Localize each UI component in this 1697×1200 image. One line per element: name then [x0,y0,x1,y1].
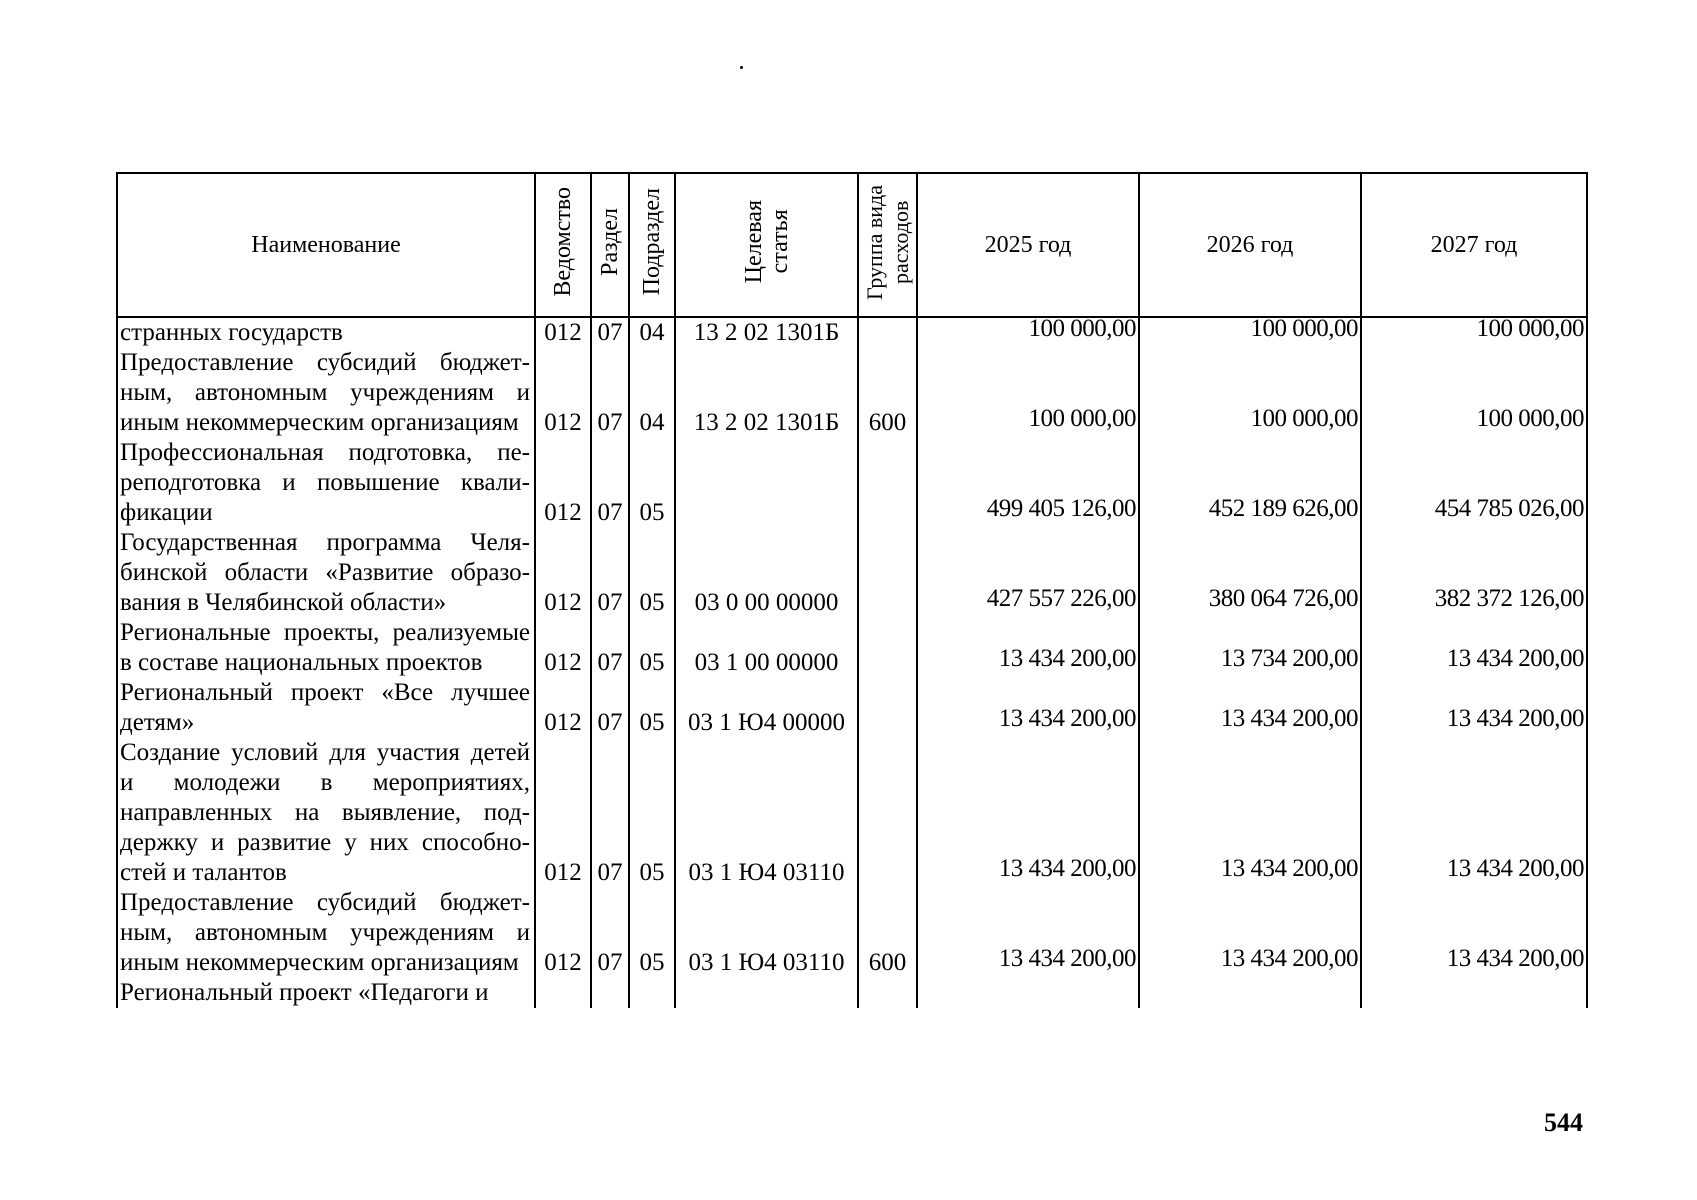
row-celevaya-statya: 13 2 02 1301Б [675,348,858,438]
table-row [117,738,1587,888]
table-row [117,438,1587,528]
row-razdel: 07 [591,528,629,618]
row-celevaya-statya: 13 2 02 1301Б [675,317,858,348]
row-name: Создание условий для участия детей и молодежи в мероприятиях, направленных на выявление, поддержку и развитие у них способностей и талантов [117,738,535,888]
table-row [117,678,1587,738]
row-2026: 100 000,00 [1139,317,1361,348]
row-2026: 13 434 200,00 [1139,888,1361,978]
row-razdel: 07 [591,348,629,438]
row-2025: 100 000,00 [917,348,1139,438]
header-razdel: Раздел [591,173,629,317]
header-name: Наименование [117,173,535,317]
header-2025: 2025 год [917,173,1139,317]
row-name: Предоставление субсидий бюджетным, автономным учреждениям и иным некоммерческим организациям [117,348,535,438]
row-vedomstvo: 012 [535,738,591,888]
row-2027: 13 434 200,00 [1361,888,1587,978]
row-gruppa [858,317,917,348]
row-name: Государственная программа Челябинской области «Развитие образования в Челябинской области» [117,528,535,618]
table-row [117,618,1587,678]
row-2026: 13 434 200,00 [1139,678,1361,738]
table-row [117,317,1587,348]
row-celevaya-statya: 03 1 00 00000 [675,618,858,678]
header-gruppa-vida-rashodov: Группа вида расходов [858,173,917,317]
row-vedomstvo: 012 [535,348,591,438]
row-podrazdel [629,978,675,1008]
row-2026 [1139,978,1361,1008]
row-name: странных государств [117,317,535,348]
row-2026: 13 434 200,00 [1139,738,1361,888]
row-podrazdel: 05 [629,738,675,888]
row-podrazdel: 05 [629,528,675,618]
row-razdel: 07 [591,317,629,348]
row-2025: 13 434 200,00 [917,678,1139,738]
row-2027: 100 000,00 [1361,348,1587,438]
row-2026: 452 189 626,00 [1139,438,1361,528]
row-gruppa: 600 [858,888,917,978]
row-vedomstvo: 012 [535,618,591,678]
row-2025: 13 434 200,00 [917,888,1139,978]
row-celevaya-statya: 03 1 Ю4 03110 [675,888,858,978]
row-celevaya-statya [675,438,858,528]
row-razdel: 07 [591,438,629,528]
row-2027: 13 434 200,00 [1361,738,1587,888]
row-razdel: 07 [591,888,629,978]
row-gruppa [858,678,917,738]
row-2025: 13 434 200,00 [917,618,1139,678]
row-gruppa [858,738,917,888]
row-name: Профессиональная подготовка, переподготовка и повышение квалификации [117,438,535,528]
page-number: 544 [1544,1108,1583,1137]
row-gruppa [858,978,917,1008]
scan-speck [740,66,743,69]
row-celevaya-statya: 03 1 Ю4 03110 [675,738,858,888]
row-gruppa [858,618,917,678]
row-razdel [591,978,629,1008]
row-razdel: 07 [591,618,629,678]
row-podrazdel: 05 [629,618,675,678]
row-2026: 13 734 200,00 [1139,618,1361,678]
row-vedomstvo: 012 [535,678,591,738]
budget-table [116,172,1588,1008]
row-podrazdel: 05 [629,438,675,528]
row-vedomstvo: 012 [535,317,591,348]
row-vedomstvo [535,978,591,1008]
row-gruppa [858,438,917,528]
row-2025: 499 405 126,00 [917,438,1139,528]
header-vedomstvo: Ведомство [535,173,591,317]
row-name: Региональный проект «Педагоги и [117,978,535,1008]
row-2027: 100 000,00 [1361,317,1587,348]
row-podrazdel: 04 [629,317,675,348]
row-name: Предоставление субсидий бюджетным, автономным учреждениям и иным некоммерческим организациям [117,888,535,978]
row-podrazdel: 05 [629,888,675,978]
row-vedomstvo: 012 [535,888,591,978]
header-celevaya-statya: Целевая статья [675,173,858,317]
row-name: Региональный проект «Все лучшее детям» [117,678,535,738]
table-row [117,978,1587,1008]
row-2027 [1361,978,1587,1008]
table-header-row [117,173,1587,317]
row-2027: 454 785 026,00 [1361,438,1587,528]
row-podrazdel: 05 [629,678,675,738]
table-row [117,888,1587,978]
row-celevaya-statya [675,978,858,1008]
row-2027: 382 372 126,00 [1361,528,1587,618]
row-2025 [917,978,1139,1008]
row-podrazdel: 04 [629,348,675,438]
header-2026: 2026 год [1139,173,1361,317]
table-row [117,348,1587,438]
row-gruppa [858,528,917,618]
row-gruppa: 600 [858,348,917,438]
row-celevaya-statya: 03 0 00 00000 [675,528,858,618]
row-2025: 100 000,00 [917,317,1139,348]
row-2026: 100 000,00 [1139,348,1361,438]
header-podrazdel: Подраздел [629,173,675,317]
row-name: Региональные проекты, реализуемые в составе национальных проектов [117,618,535,678]
header-2027: 2027 год [1361,173,1587,317]
row-razdel: 07 [591,738,629,888]
row-2026: 380 064 726,00 [1139,528,1361,618]
row-2025: 13 434 200,00 [917,738,1139,888]
row-vedomstvo: 012 [535,528,591,618]
row-vedomstvo: 012 [535,438,591,528]
row-celevaya-statya: 03 1 Ю4 00000 [675,678,858,738]
row-razdel: 07 [591,678,629,738]
row-2025: 427 557 226,00 [917,528,1139,618]
table-row [117,528,1587,618]
row-2027: 13 434 200,00 [1361,618,1587,678]
row-2027: 13 434 200,00 [1361,678,1587,738]
